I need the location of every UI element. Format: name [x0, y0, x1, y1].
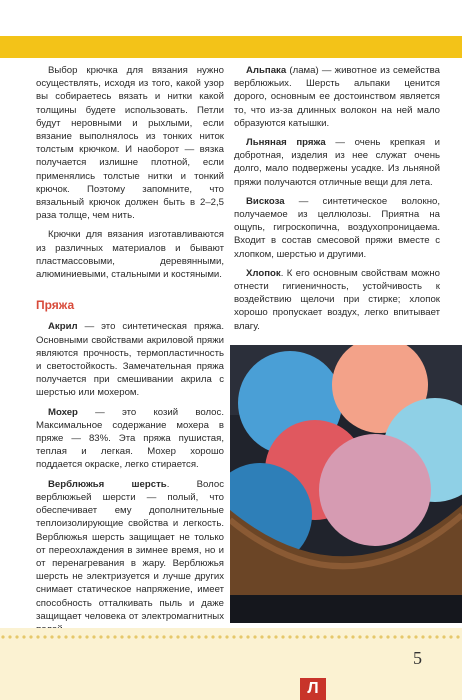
term-acrylic: Акрил	[48, 321, 78, 333]
term-alpaca: Альпака	[246, 65, 287, 76]
term-mohair: Мохер	[48, 406, 78, 418]
paragraph-acrylic	[36, 320, 224, 399]
paragraph-camel-wool	[36, 478, 224, 636]
publisher-logo: Л	[300, 678, 326, 700]
text-linen: — очень крепкая и добротная, изделия из нее служат очень долго, мало подвержены усадке. Из льняной пряжи получаются отличные вещи для лета.	[234, 137, 440, 188]
text-camel-wool: . Волос верблюжьей шерсти — полый, что обеспечивает ему дополнительные теплоизолирующие свойства и легкость. Верблюжья шерсть защищает не только от переохлаждения в зимнее время, но и от перенагревания в жару. Верблюжья шерсть не электризуется и лучше других снимает статическое напряжение, имеет способность отталкивать пыль и даже защищает человека от электромагнитных	[36, 478, 224, 622]
paragraph-hook-materials: Крючки для вязания изготавливаются из различных материалов и бывают пластмассовыми, деревянными, алюминиевыми, стальными и костяными.	[36, 229, 224, 281]
left-column	[36, 64, 224, 642]
paragraph-cotton	[234, 267, 440, 333]
section-title: Пряжа	[36, 298, 75, 313]
yarn-bowl-photo	[230, 345, 462, 623]
header-band	[0, 36, 462, 58]
text-viscose: — синтетическое волокно, получаемое из целлюлозы. Приятна на ощупь, гигроскопична, воздухопроницаема. Входит в состав смесовой пряжи вместе с хлопком, шерстью и другими.	[234, 195, 440, 260]
term-viscose: Вискоза	[246, 195, 285, 207]
paragraph-linen	[234, 136, 440, 189]
term-linen: Льняная пряжа	[246, 137, 326, 149]
text-cotton: . К его основным свойствам можно отнести гигиеничность, устойчивость к воздействию щелочи при стирке; хлопок хорошо пропускает воздух, легко впитывает влагу.	[234, 267, 440, 332]
paragraph-mohair	[36, 406, 224, 472]
paragraph-hook-choice: Выбор крючка для вязания нужно осуществлять, исходя из того, какой узор вы собираетесь вязать и нитки какой толщины будете использовать. Петли будут неровными и рыхлыми, если вязание выполнялось из тонких ниток толстым крючком. И наоборот — вязка получается излишне плотной, если применялись толстые нитки и тонкий крючок. Поэтому запомните, что вязальный крючок должен быть в 2–2,5 раза толще, чем нить.	[36, 65, 224, 222]
text-mohair: — это козий волос. Максимальное содержание мохера в пряже — 83%. Эта пряжа пушистая, теплая и легкая. Мохер хорошо поддается окраске, легко стирается.	[36, 406, 224, 471]
text-acrylic: — это синтетическая пряжа. Основными свойствами акриловой пряжи являются прочность, термопластичность и светостойкость. Замечательная пряжа получается при смешивании акрила с шерстью или мохером.	[36, 321, 224, 399]
text-alpaca: (лама) — животное из семейства верблюжьих. Шерсть альпаки ценится дорого, основным ее достоинством является то, что из-за длинных волокон на ней мало образуются катышки.	[234, 65, 440, 129]
term-cotton: Хлопок	[246, 267, 281, 279]
paragraph-viscose	[234, 195, 440, 261]
right-column	[234, 64, 440, 339]
term-camel-wool: Верблюжья шерсть	[48, 478, 167, 490]
decorative-dot-row	[0, 632, 462, 642]
page-number: 5	[413, 648, 422, 668]
paragraph-alpaca	[234, 64, 440, 130]
